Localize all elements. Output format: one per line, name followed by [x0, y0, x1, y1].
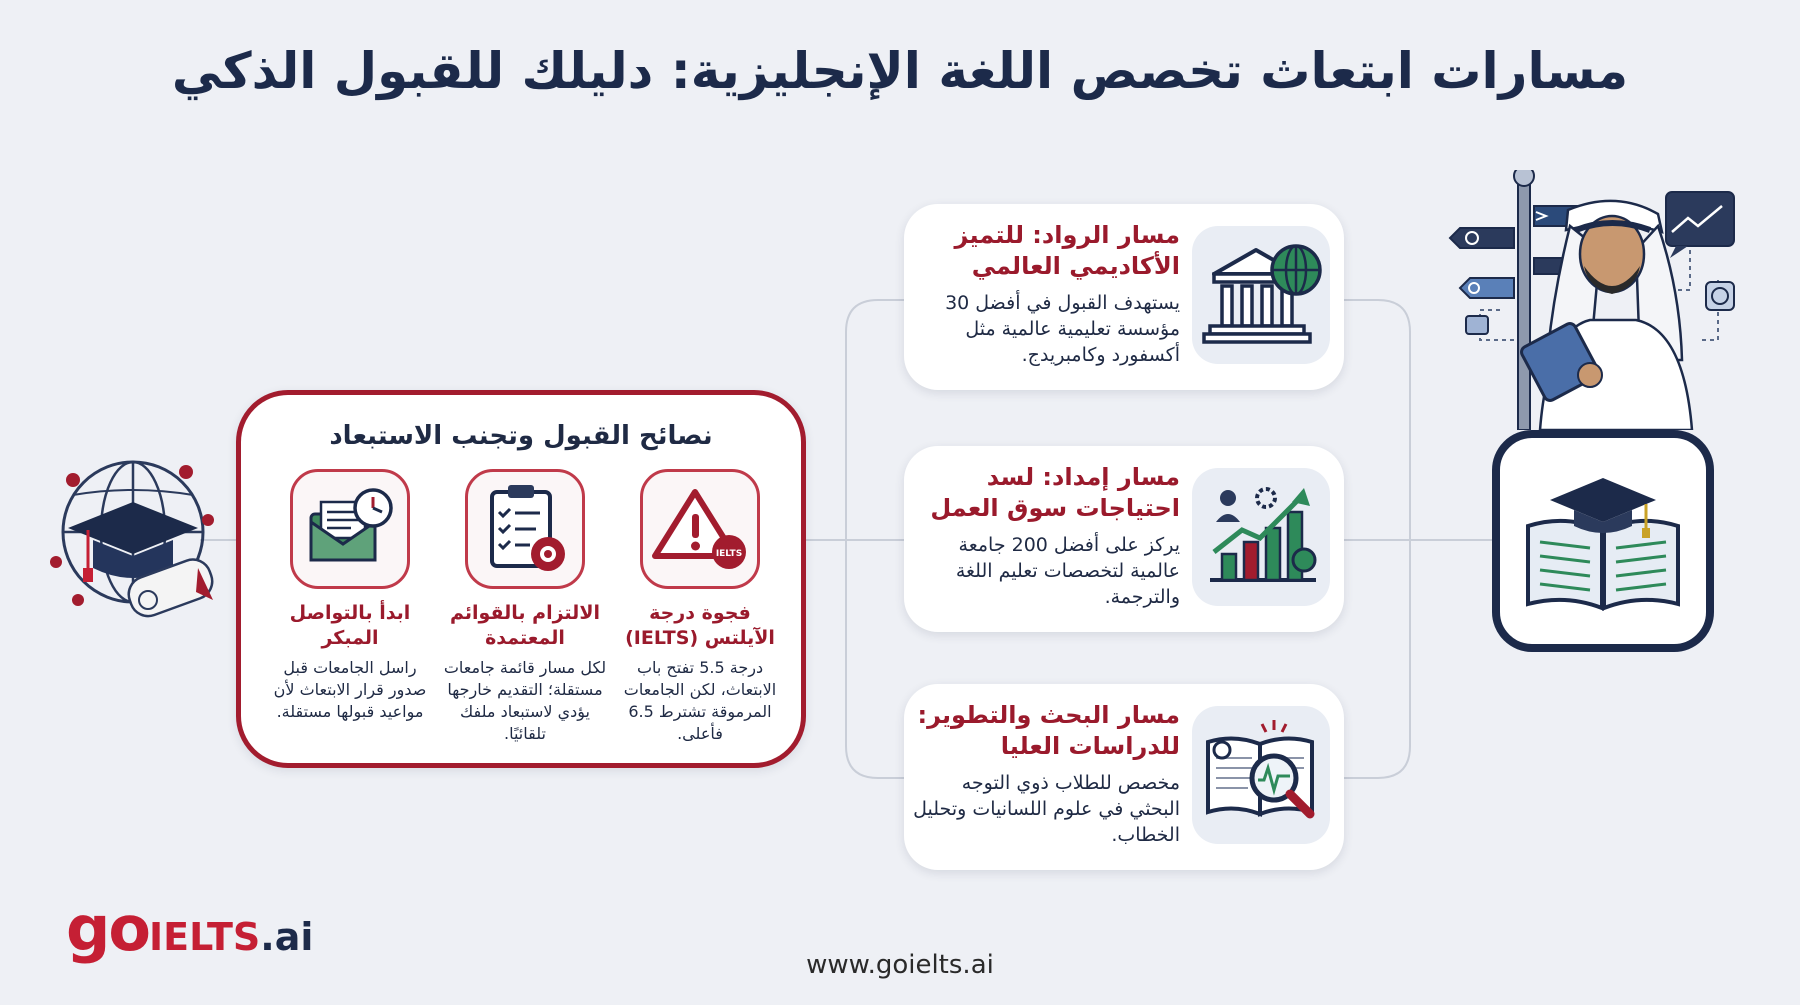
growth-chart-icon: [1192, 468, 1330, 606]
website-url: www.goielts.ai: [806, 950, 994, 980]
path-card-pioneers: [904, 204, 1344, 390]
tip-body: درجة 5.5 تفتح باب الابتعاث، لكن الجامعات المرموقة تشترط 6.5 فأعلى.: [623, 658, 777, 743]
path-title: مسار الرواد: للتميز الأكاديمي العالمي: [954, 221, 1180, 280]
tip-heading: ابدأ بالتواصل المبكر: [289, 602, 411, 649]
university-globe-icon: [1192, 226, 1330, 364]
path-card-imdad: [904, 446, 1344, 632]
svg-text:IELTS: IELTS: [715, 549, 743, 559]
graduation-cap-globe-icon: [48, 450, 218, 630]
path-title: مسار إمداد: لسد احتياجات سوق العمل: [930, 463, 1180, 522]
student-with-tablet-illustration: [1440, 170, 1740, 430]
tip-body: لكل مسار قائمة جامعات مستقلة؛ التقديم خارجها يؤدي لاستبعاد ملفك تلقائيًا.: [443, 658, 607, 743]
brand-logo: goIELTS.ai: [66, 892, 314, 965]
tips-card: [236, 390, 806, 768]
book-cap-icon: [1492, 430, 1714, 652]
warning-ielts-icon: [640, 469, 760, 589]
tips-title: نصائح القبول وتجنب الاستبعاد: [329, 421, 713, 451]
tip-body: راسل الجامعات قبل صدور قرار الابتعاث لأن مواعيد قبولها مستقلة.: [273, 658, 427, 721]
path-title: مسار البحث والتطوير: للدراسات العليا: [917, 701, 1180, 760]
tip-heading: فجوة درجة الآيلتس (IELTS): [625, 602, 775, 649]
path-card-research: [904, 684, 1344, 870]
page-title: مسارات ابتعاث تخصص اللغة الإنجليزية: دليلك للقبول الذكي: [171, 42, 1629, 100]
clipboard-checklist-icon: [465, 469, 585, 589]
path-description: يستهدف القبول في أفضل 30 مؤسسة تعليمية عالمية مثل أكسفورد وكامبريدج.: [945, 292, 1180, 366]
path-description: يركز على أفضل 200 جامعة عالمية لتخصصات تعليم اللغة والترجمة.: [955, 534, 1180, 608]
tip-heading: الالتزام بالقوائم المعتمدة: [450, 602, 600, 649]
envelope-clock-icon: [290, 469, 410, 589]
path-description: مخصص للطلاب ذوي التوجه البحثي في علوم اللسانيات وتحليل الخطاب.: [913, 772, 1180, 846]
research-magnifier-icon: [1192, 706, 1330, 844]
